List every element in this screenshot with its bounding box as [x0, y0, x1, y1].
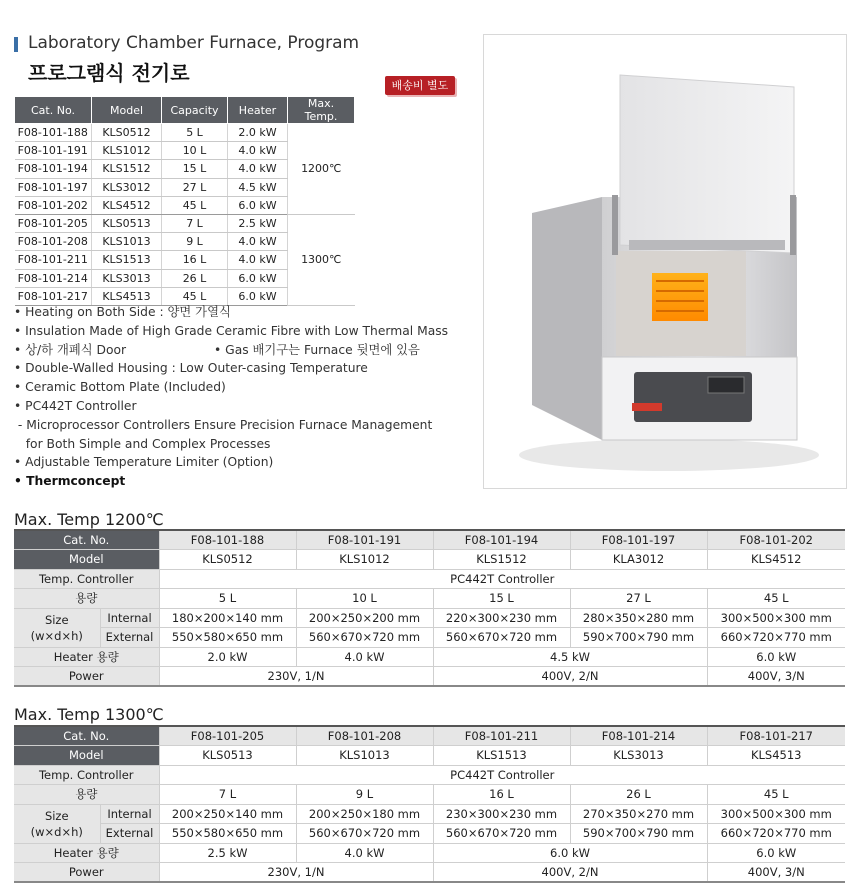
cell-cat: F08-101-197	[15, 178, 92, 196]
cell-external: 660×720×770 mm	[707, 824, 845, 844]
feature-item: • Gas 배기구는 Furnace 뒷면에 있음	[214, 342, 420, 357]
table-row	[15, 124, 355, 142]
col-header-heater: Heater	[228, 97, 288, 124]
cell-capacity: 26 L	[570, 785, 707, 805]
cell-internal: 300×500×300 mm	[707, 608, 845, 628]
cell-capacity: 15 L	[433, 589, 570, 609]
cell-cat: F08-101-214	[570, 726, 707, 746]
spec-power-row	[14, 667, 845, 687]
cell-power: 400V, 2/N	[433, 667, 707, 687]
cell-capacity: 9 L	[162, 233, 228, 251]
cell-power: 230V, 1/N	[159, 667, 433, 687]
feature-item-brand: • Thermconcept	[14, 474, 126, 489]
door-edge	[629, 240, 785, 250]
controller-display	[708, 377, 744, 393]
feature-item: • PC442T Controller	[14, 398, 137, 413]
label-size-unit: (w×d×h)	[30, 824, 83, 839]
cell-capacity: 16 L	[162, 251, 228, 269]
cell-capacity: 10 L	[296, 589, 433, 609]
cell-model: KLS4513	[92, 287, 162, 305]
cell-capacity: 5 L	[159, 589, 296, 609]
cell-model: KLS4512	[92, 196, 162, 214]
spec-model-row	[14, 550, 845, 570]
col-header-max-temp: Max. Temp.	[288, 97, 355, 124]
cell-max-temp-1200: 1200℃	[288, 124, 355, 215]
label-cat: Cat. No.	[14, 726, 159, 746]
cell-internal: 200×250×180 mm	[296, 804, 433, 824]
cell-power: 230V, 1/N	[159, 863, 433, 883]
cell-cat: F08-101-202	[707, 530, 845, 550]
label-size-text: Size	[44, 808, 69, 823]
shadow-shape	[519, 439, 819, 471]
cell-internal: 280×350×280 mm	[570, 608, 707, 628]
cell-heater: 6.0 kW	[707, 647, 845, 667]
cell-capacity: 27 L	[162, 178, 228, 196]
cell-heater: 4.5 kW	[228, 178, 288, 196]
label-external: External	[100, 824, 159, 844]
label-heater: Heater 용량	[14, 843, 159, 863]
cell-heater: 2.5 kW	[228, 214, 288, 232]
spec-power-row	[14, 863, 845, 883]
feature-item: • 상/하 개폐식 Door	[14, 342, 127, 357]
page-title: Laboratory Chamber Furnace, Program	[28, 33, 360, 53]
cell-model: KLS0512	[159, 550, 296, 570]
cell-model: KLS3012	[92, 178, 162, 196]
cell-model: KLA3012	[570, 550, 707, 570]
cell-cat: F08-101-211	[433, 726, 570, 746]
label-size	[14, 608, 100, 647]
cell-capacity: 45 L	[707, 589, 845, 609]
cell-cat: F08-101-211	[15, 251, 92, 269]
label-controller: Temp. Controller	[14, 569, 159, 589]
brand-logo-strip	[632, 403, 662, 411]
cell-heater: 4.0 kW	[228, 251, 288, 269]
cell-heater: 6.0 kW	[228, 269, 288, 287]
label-model: Model	[14, 550, 159, 570]
cell-external: 560×670×720 mm	[433, 628, 570, 648]
cell-external: 590×700×790 mm	[570, 628, 707, 648]
cell-external: 550×580×650 mm	[159, 628, 296, 648]
spec-controller-row	[14, 569, 845, 589]
label-model: Model	[14, 746, 159, 766]
cell-cat: F08-101-194	[15, 160, 92, 178]
cell-capacity: 7 L	[162, 214, 228, 232]
spec-external-row	[14, 628, 845, 648]
cell-capacity: 16 L	[433, 785, 570, 805]
label-power: Power	[14, 667, 159, 687]
label-power: Power	[14, 863, 159, 883]
feature-item: • Heating on Both Side : 양면 가열식	[14, 305, 231, 319]
overview-header-row	[15, 97, 355, 124]
spec-header-row	[14, 530, 845, 550]
cell-internal: 270×350×270 mm	[570, 804, 707, 824]
spec-external-row	[14, 824, 845, 844]
cell-internal: 220×300×230 mm	[433, 608, 570, 628]
label-controller: Temp. Controller	[14, 765, 159, 785]
cell-power: 400V, 3/N	[707, 667, 845, 687]
cell-capacity: 7 L	[159, 785, 296, 805]
overview-table	[14, 96, 355, 306]
cell-model: KLS0512	[92, 124, 162, 142]
cell-heater: 2.5 kW	[159, 843, 296, 863]
cell-capacity: 45 L	[707, 785, 845, 805]
feature-item: • Double-Walled Housing : Low Outer-casing Temperature	[14, 361, 368, 376]
cell-internal: 180×200×140 mm	[159, 608, 296, 628]
furnace-side-panel	[532, 197, 602, 440]
cell-external: 660×720×770 mm	[707, 628, 845, 648]
cell-power: 400V, 3/N	[707, 863, 845, 883]
cell-controller: PC442T Controller	[159, 765, 845, 785]
cell-heater: 6.0 kW	[707, 843, 845, 863]
label-size	[14, 804, 100, 843]
spec-internal-row	[14, 608, 845, 628]
feature-item-row	[14, 341, 464, 360]
cell-heater: 6.0 kW	[228, 287, 288, 305]
col-header-capacity: Capacity	[162, 97, 228, 124]
spec-capacity-row	[14, 589, 845, 609]
label-capacity: 용량	[14, 589, 159, 609]
cell-cat: F08-101-191	[15, 142, 92, 160]
spec-model-row	[14, 746, 845, 766]
cell-heater: 6.0 kW	[433, 843, 707, 863]
cell-cat: F08-101-191	[296, 530, 433, 550]
cell-cat: F08-101-217	[15, 287, 92, 305]
spec-heater-row	[14, 647, 845, 667]
cell-cat: F08-101-194	[433, 530, 570, 550]
label-cat: Cat. No.	[14, 530, 159, 550]
label-heater: Heater 용량	[14, 647, 159, 667]
cell-cat: F08-101-188	[159, 530, 296, 550]
cell-model: KLS4513	[707, 746, 845, 766]
cell-model: KLS3013	[570, 746, 707, 766]
table-row	[15, 214, 355, 232]
cell-model: KLS0513	[92, 214, 162, 232]
label-capacity: 용량	[14, 785, 159, 805]
cell-heater: 2.0 kW	[228, 124, 288, 142]
cell-capacity: 9 L	[296, 785, 433, 805]
cell-internal: 230×300×230 mm	[433, 804, 570, 824]
col-header-model: Model	[92, 97, 162, 124]
section-title-1300: Max. Temp 1300℃	[14, 705, 164, 724]
page-title-korean: 프로그램식 전기로	[28, 61, 190, 85]
cell-capacity: 5 L	[162, 124, 228, 142]
cell-controller: PC442T Controller	[159, 569, 845, 589]
cell-external: 560×670×720 mm	[433, 824, 570, 844]
spec-header-row	[14, 726, 845, 746]
cell-heater: 4.0 kW	[228, 160, 288, 178]
section-title-1200: Max. Temp 1200℃	[14, 510, 164, 529]
cell-model: KLS0513	[159, 746, 296, 766]
cell-heater: 4.0 kW	[228, 233, 288, 251]
cell-internal: 200×250×140 mm	[159, 804, 296, 824]
cell-capacity: 26 L	[162, 269, 228, 287]
cell-model: KLS1512	[92, 160, 162, 178]
feature-item: • Ceramic Bottom Plate (Included)	[14, 380, 226, 395]
door-arm-left	[612, 195, 618, 255]
cell-model: KLS1512	[433, 550, 570, 570]
cell-cat: F08-101-197	[570, 530, 707, 550]
furnace-door	[620, 75, 794, 253]
cell-cat: F08-101-217	[707, 726, 845, 746]
furnace-illustration	[484, 35, 846, 488]
cell-heater: 4.5 kW	[433, 647, 707, 667]
spec-table-1300	[14, 725, 845, 883]
cell-external: 560×670×720 mm	[296, 824, 433, 844]
cell-heater: 2.0 kW	[159, 647, 296, 667]
cell-capacity: 27 L	[570, 589, 707, 609]
label-size-text: Size	[44, 612, 69, 627]
spec-table-1200	[14, 529, 845, 687]
label-size-unit: (w×d×h)	[30, 628, 83, 643]
cell-model: KLS1012	[296, 550, 433, 570]
cell-capacity: 10 L	[162, 142, 228, 160]
cell-capacity: 45 L	[162, 287, 228, 305]
feature-list	[14, 303, 464, 491]
cell-cat: F08-101-214	[15, 269, 92, 287]
cell-model: KLS1513	[433, 746, 570, 766]
cell-max-temp-1300: 1300℃	[288, 214, 355, 305]
cell-model: KLS1513	[92, 251, 162, 269]
cell-heater: 6.0 kW	[228, 196, 288, 214]
cell-cat: F08-101-208	[15, 233, 92, 251]
cell-power: 400V, 2/N	[433, 863, 707, 883]
feature-item: • Insulation Made of High Grade Ceramic Fibre with Low Thermal Mass	[14, 323, 449, 338]
cell-internal: 200×250×200 mm	[296, 608, 433, 628]
cell-heater: 4.0 kW	[296, 647, 433, 667]
shipping-badge: 배송비 별도	[385, 76, 455, 95]
cell-capacity: 45 L	[162, 196, 228, 214]
cell-cat: F08-101-202	[15, 196, 92, 214]
cell-cat: F08-101-188	[15, 124, 92, 142]
feature-item: - Microprocessor Controllers Ensure Precision Furnace Management	[14, 417, 433, 432]
cell-heater: 4.0 kW	[228, 142, 288, 160]
col-header-cat: Cat. No.	[15, 97, 92, 124]
label-internal: Internal	[100, 608, 159, 628]
cell-cat: F08-101-205	[159, 726, 296, 746]
spec-internal-row	[14, 804, 845, 824]
cell-external: 550×580×650 mm	[159, 824, 296, 844]
cell-model: KLS1013	[92, 233, 162, 251]
cell-internal: 300×500×300 mm	[707, 804, 845, 824]
cell-model: KLS1013	[296, 746, 433, 766]
feature-item: • Adjustable Temperature Limiter (Option)	[14, 455, 274, 470]
door-arm-right	[790, 195, 796, 255]
cell-model: KLS3013	[92, 269, 162, 287]
spec-capacity-row	[14, 785, 845, 805]
title-accent-bar	[14, 37, 18, 52]
feature-item: for Both Simple and Complex Processes	[14, 436, 271, 451]
cell-external: 560×670×720 mm	[296, 628, 433, 648]
label-internal: Internal	[100, 804, 159, 824]
spec-heater-row	[14, 843, 845, 863]
label-external: External	[100, 628, 159, 648]
cell-external: 590×700×790 mm	[570, 824, 707, 844]
cell-cat: F08-101-205	[15, 214, 92, 232]
cell-heater: 4.0 kW	[296, 843, 433, 863]
product-photo	[483, 34, 847, 489]
cell-cat: F08-101-208	[296, 726, 433, 746]
cell-model: KLS1012	[92, 142, 162, 160]
spec-controller-row	[14, 765, 845, 785]
cell-capacity: 15 L	[162, 160, 228, 178]
cell-model: KLS4512	[707, 550, 845, 570]
